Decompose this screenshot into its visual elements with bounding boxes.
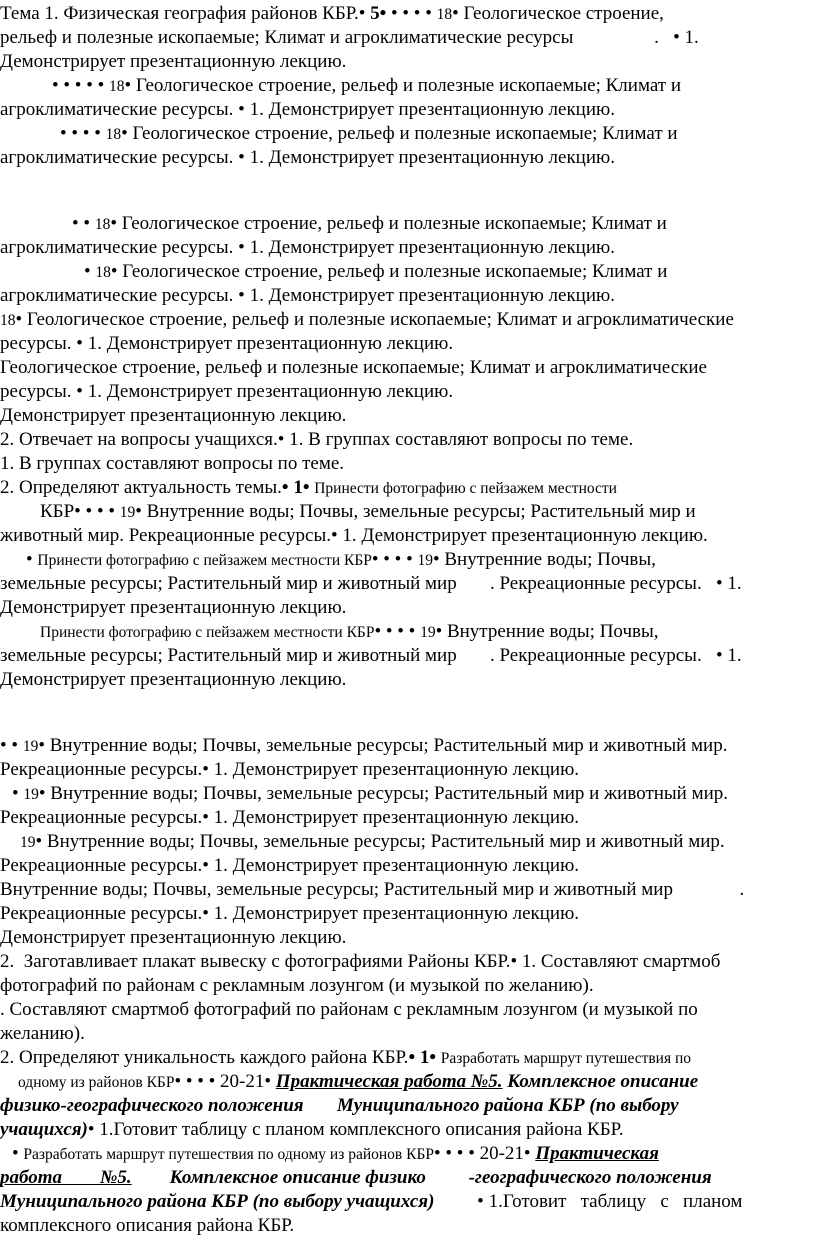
text-line: Геологическое строение, рельеф и полезные ископаемые; Климат и агроклиматические [0, 357, 707, 378]
text-line: Демонстрирует презентационную лекцию. [0, 927, 347, 948]
text-line: рельеф и полезные ископаемые; Климат и агроклиматические ресурсы . • 1. [0, 27, 699, 48]
text-line: Рекреационные ресурсы.• 1. Демонстрирует презентационную лекцию. [0, 759, 580, 780]
text-line: Рекреационные ресурсы.• 1. Демонстрирует презентационную лекцию. [0, 903, 580, 924]
text-line: земельные ресурсы; Растительный мир и животный мир . Рекреационные ресурсы. • 1. [0, 573, 742, 594]
text-line: • Принести фотографию с пейзажем местности КБР• • • • 19• Внутренние воды; Почвы, [26, 549, 656, 570]
text-line: • • • • 18• Геологическое строение, рельеф и полезные ископаемые; Климат и [60, 123, 678, 144]
text-line: Рекреационные ресурсы.• 1. Демонстрирует презентационную лекцию. [0, 807, 580, 828]
text-line: желанию). [0, 1023, 85, 1044]
text-line: Рекреационные ресурсы.• 1. Демонстрирует презентационную лекцию. [0, 855, 580, 876]
text-line: Демонстрирует презентационную лекцию. [0, 597, 347, 618]
text-line: • Разработать маршрут путешествия по одному из районов КБР• • • • 20-21• Практическая [12, 1143, 659, 1164]
text-line: Демонстрирует презентационную лекцию. [0, 405, 347, 426]
text-line: • 19• Внутренние воды; Почвы, земельные ресурсы; Растительный мир и животный мир. [12, 783, 729, 804]
text-line: агроклиматические ресурсы. • 1. Демонстрирует презентационную лекцию. [0, 147, 615, 168]
text-line: работа №5. Комплексное описание физико -географического положения [0, 1167, 712, 1188]
text-line: агроклиматические ресурсы. • 1. Демонстрирует презентационную лекцию. [0, 99, 615, 120]
text-line: • 18• Геологическое строение, рельеф и полезные ископаемые; Климат и [84, 261, 668, 282]
text-line: 2. Определяют уникальность каждого района КБР.• 1• Разработать маршрут путешествия по [0, 1047, 692, 1068]
text-line: 2. Определяют актуальность темы.• 1• Принести фотографию с пейзажем местности [0, 477, 617, 498]
text-line: Демонстрирует презентационную лекцию. [0, 51, 347, 72]
text-line: • • • • • 18• Геологическое строение, рельеф и полезные ископаемые; Климат и [52, 75, 681, 96]
text-line: Демонстрирует презентационную лекцию. [0, 669, 347, 690]
text-line: учащихся)• 1.Готовит таблицу с планом комплексного описания района КБР. [0, 1119, 624, 1140]
text-line: 2. Отвечает на вопросы учащихся.• 1. В группах составляют вопросы по теме. [0, 429, 634, 450]
text-line: фотографий по районам с рекламным лозунгом (и музыкой по желанию). [0, 975, 594, 996]
text-line: Тема 1. Физическая география районов КБР.• 5• • • • • 18• Геологическое строение, [0, 3, 664, 24]
text-line: ресурсы. • 1. Демонстрирует презентационную лекцию. [0, 333, 454, 354]
text-line: Принести фотографию с пейзажем местности КБР• • • • 19• Внутренние воды; Почвы, [40, 621, 659, 642]
text-line: комплексного описания района КБР. [0, 1215, 295, 1236]
text-line: Внутренние воды; Почвы, земельные ресурсы; Растительный мир и животный мир . [0, 879, 745, 900]
text-line: одному из районов КБР• • • • 20-21• Практическая работа №5. Комплексное описание [18, 1071, 699, 1092]
text-line: • • 19• Внутренние воды; Почвы, земельные ресурсы; Растительный мир и животный мир. [0, 735, 728, 756]
text-line: ресурсы. • 1. Демонстрирует презентационную лекцию. [0, 381, 454, 402]
text-line: агроклиматические ресурсы. • 1. Демонстрирует презентационную лекцию. [0, 285, 615, 306]
text-line: • • 18• Геологическое строение, рельеф и полезные ископаемые; Климат и [72, 213, 667, 234]
text-line: физико-географического положения Муниципального района КБР (по выбору [0, 1095, 679, 1116]
text-line: 19• Внутренние воды; Почвы, земельные ресурсы; Растительный мир и животный мир. [20, 831, 725, 852]
text-line: 18• Геологическое строение, рельеф и полезные ископаемые; Климат и агроклиматические [0, 309, 734, 330]
text-line: . Составляют смартмоб фотографий по районам с рекламным лозунгом (и музыкой по [0, 999, 698, 1020]
text-line: КБР• • • • 19• Внутренние воды; Почвы, земельные ресурсы; Растительный мир и [40, 501, 696, 522]
text-line: агроклиматические ресурсы. • 1. Демонстрирует презентационную лекцию. [0, 237, 615, 258]
text-line: 2. Заготавливает плакат вывеску с фотографиями Районы КБР.• 1. Составляют смартмоб [0, 951, 721, 972]
text-line: земельные ресурсы; Растительный мир и животный мир . Рекреационные ресурсы. • 1. [0, 645, 742, 666]
text-line: животный мир. Рекреационные ресурсы.• 1. Демонстрирует презентационную лекцию. [0, 525, 708, 546]
text-line: 1. В группах составляют вопросы по теме. [0, 453, 345, 474]
text-line: Муниципального района КБР (по выбору учащихся) • 1.Готовит таблицу с планом [0, 1191, 743, 1212]
